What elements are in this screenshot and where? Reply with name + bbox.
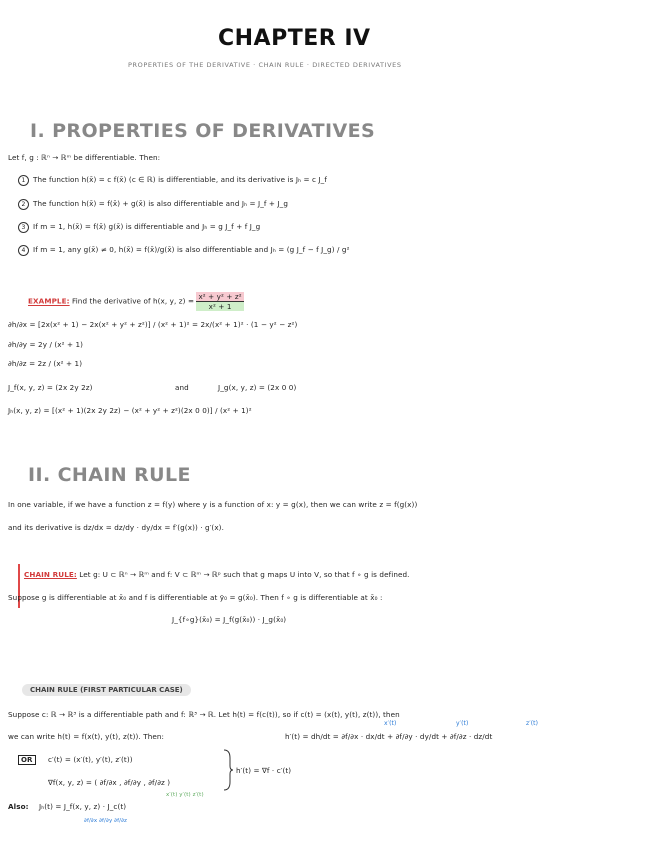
example-text: Find the derivative of h(x, y, z) = [72, 296, 195, 306]
c-prime-definition: c′(t) = (x′(t), y′(t), z′(t)) [47, 755, 133, 764]
property-2 [18, 199, 288, 210]
also-formula: Jₕ(t) = J_f(x, y, z) · J_c(t) [39, 802, 127, 811]
section-1-heading: I. PROPERTIES OF DERIVATIVES [30, 120, 376, 142]
y-prime-annotation: y′(t) [456, 720, 469, 727]
jf-row-annotation: ∂f/∂x ∂f/∂y ∂f/∂z [84, 818, 128, 824]
one-variable-line-2: and its derivative is dz/dx = dz/dy · dy/dx = f′(g(x)) · g′(x). [8, 523, 224, 532]
jc-column-annotation: x′(t) y′(t) z′(t) [166, 792, 204, 798]
chapter-title: CHAPTER IV [218, 26, 371, 51]
property-text: If m = 1, h(x̄) = f(x̄) g(x̄) is differentiable and Jₕ = g J_f + f J_g [33, 222, 261, 231]
also-row [8, 802, 126, 811]
gradient-definition: ∇f(x, y, z) = ( ∂f/∂x , ∂f/∂y , ∂f/∂z ) [48, 778, 171, 787]
and-word: and [175, 383, 189, 392]
chain-rule-text-1: Let g: U ⊂ ℝⁿ → ℝᵐ and f: V ⊂ ℝᵐ → ℝᵖ such that g maps U into V, so that f ∘ g is defined. [79, 570, 410, 579]
property-4 [18, 245, 350, 256]
chapter-subtitle: PROPERTIES OF THE DERIVATIVE · CHAIN RULE · DIRECTED DERIVATIVES [128, 61, 402, 69]
x-prime-annotation: x′(t) [384, 720, 397, 727]
particular-case-chip: CHAIN RULE (FIRST PARTICULAR CASE) [22, 684, 191, 696]
right-brace [222, 748, 234, 792]
chain-rule-line-1 [24, 570, 410, 579]
property-number: 3 [18, 222, 29, 233]
example-line [28, 292, 244, 311]
property-3 [18, 222, 260, 233]
section-1-intro: Let f, g : ℝⁿ → ℝᵐ be differentiable. Then: [8, 153, 161, 162]
property-number: 1 [18, 175, 29, 186]
or-box: OR [18, 755, 36, 765]
h-prime-gradient: h′(t) = ∇f · c′(t) [236, 766, 292, 775]
example-label: EXAMPLE: [28, 296, 70, 306]
property-1 [18, 175, 327, 186]
property-text: The function h(x̄) = c f(x̄) (c ∈ ℝ) is differentiable, and its derivative is Jₕ = c J_f [33, 175, 327, 184]
case-line-1: Suppose c: ℝ → ℝ³ is a differentiable path and f: ℝ³ → ℝ. Let h(t) = f(c(t)), so if c(t) = (x(t), y(t), z(t)), then [8, 710, 400, 719]
case-line-2: we can write h(t) = f(x(t), y(t), z(t)). Then: [8, 732, 165, 741]
example-denominator: x² + 1 [196, 302, 243, 311]
property-text: The function h(x̄) = f(x̄) + g(x̄) is also differentiable and Jₕ = J_f + J_g [33, 199, 288, 208]
partial-y-line: ∂h/∂y = 2y / (x² + 1) [8, 340, 84, 349]
jacobian-g-line: J_g(x, y, z) = (2x 0 0) [218, 383, 297, 392]
example-numerator: x² + y² + z² [198, 292, 242, 301]
property-number: 4 [18, 245, 29, 256]
chain-rule-label: CHAIN RULE: [24, 570, 77, 579]
property-number: 2 [18, 199, 29, 210]
property-text: If m = 1, any g(x̄) ≠ 0, h(x̄) = f(x̄)/g(x̄) is also differentiable and Jₕ = (g J_f − f J_g) / g² [33, 245, 350, 254]
chain-rule-formula: J_{f∘g}(x̄₀) = J_f(g(x̄₀)) · J_g(x̄₀) [172, 615, 287, 624]
h-prime-expansion: h′(t) = dh/dt = ∂f/∂x · dx/dt + ∂f/∂y · dy/dt + ∂f/∂z · dz/dt [285, 732, 493, 741]
one-variable-line-1: In one variable, if we have a function z = f(y) where y is a function of x: y = g(x), then we can write z = f(g(x)) [8, 500, 418, 509]
z-prime-annotation: z′(t) [526, 720, 539, 727]
also-label: Also: [8, 802, 29, 811]
jacobian-f-line: J_f(x, y, z) = (2x 2y 2z) [8, 383, 93, 392]
partial-x-line: ∂h/∂x = [2x(x² + 1) − 2x(x² + y² + z²)] / (x² + 1)² = 2x/(x² + 1)² · (1 − y² − z²) [8, 320, 298, 329]
chain-rule-line-2: Suppose g is differentiable at x̄₀ and f is differentiable at ȳ₀ = g(x̄₀). Then f ∘ g is differentiable at x̄₀ : [8, 593, 383, 602]
example-fraction [196, 292, 243, 311]
jacobian-h-line: Jₕ(x, y, z) = [(x² + 1)(2x 2y 2z) − (x² + y² + z²)(2x 0 0)] / (x² + 1)² [8, 406, 252, 415]
or-row [18, 755, 133, 764]
section-2-heading: II. CHAIN RULE [28, 464, 191, 486]
partial-z-line: ∂h/∂z = 2z / (x² + 1) [8, 359, 83, 368]
